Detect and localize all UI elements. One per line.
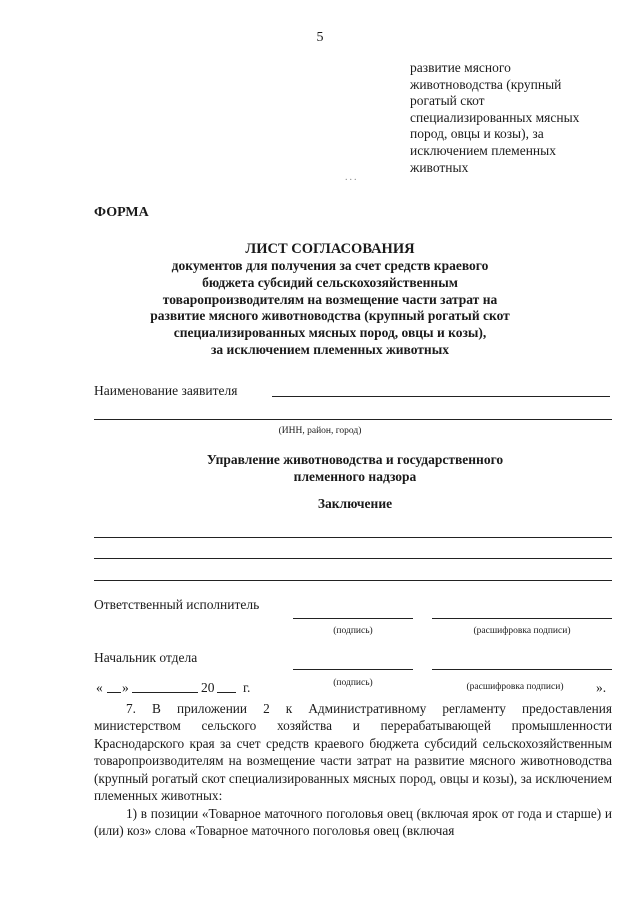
date-year-suffix: г. bbox=[243, 680, 251, 695]
closing-quote: ». bbox=[596, 680, 607, 695]
date-day-line[interactable] bbox=[107, 692, 121, 693]
conclusion-line[interactable] bbox=[94, 558, 612, 559]
annex-reference bbox=[410, 60, 620, 176]
paragraph-7-item-1: 1) в позиции «Товарное маточного поголовья овец (включая ярок от года и старше) и (или) коз» слова «Товарное маточного поголовья овец (включая bbox=[94, 806, 612, 839]
applicant-label: Наименование заявителя bbox=[94, 383, 238, 398]
applicant-second-line[interactable] bbox=[94, 419, 612, 420]
conclusion-line[interactable] bbox=[94, 580, 612, 581]
conclusion-line[interactable] bbox=[94, 537, 612, 538]
title-line: развитие мясного животноводства (крупный рогатый скот bbox=[150, 308, 510, 324]
page-number: 5 bbox=[316, 30, 324, 45]
annex-line: пород, овцы и козы), за bbox=[410, 126, 544, 142]
form-label: ФОРМА bbox=[94, 205, 149, 220]
annex-line: исключением племенных bbox=[410, 142, 556, 158]
head-decode-line[interactable] bbox=[432, 669, 612, 670]
approval-sheet-title bbox=[100, 240, 560, 359]
department-name bbox=[150, 451, 560, 485]
title-line: бюджета субсидий сельскохозяйственным bbox=[202, 274, 458, 290]
head-signature-line[interactable] bbox=[293, 669, 413, 670]
head-decode-caption: (расшифровка подписи) bbox=[466, 682, 564, 692]
department-line: Управление животноводства и государственного bbox=[206, 452, 504, 467]
annex-line: специализированных мясных bbox=[410, 109, 580, 125]
inn-caption: (ИНН, район, город) bbox=[278, 426, 362, 436]
applicant-name-line[interactable] bbox=[272, 396, 610, 397]
date-month-line[interactable] bbox=[132, 692, 198, 693]
title-line: за исключением племенных животных bbox=[211, 341, 449, 357]
signature-caption: (подпись) bbox=[333, 626, 373, 636]
date-year-prefix: 20 bbox=[201, 680, 215, 695]
responsible-signature-line[interactable] bbox=[293, 618, 413, 619]
conclusion-heading: Заключение bbox=[317, 496, 393, 511]
title-main: ЛИСТ СОГЛАСОВАНИЯ bbox=[245, 241, 415, 257]
annex-line: рогатый скот bbox=[410, 93, 485, 109]
paragraph-7: 7. В приложении 2 к Административному регламенту предоставления министерством сельского хозяйства и перерабатывающей промышленности Краснодарского края за счет средств краевого бюджета субсидий сельскохозяйственным товаропроизводителям на возмещение части затрат на развитие мясного животноводства (крупный рогатый скот специализированных мясных пород, овцы и козы), за исключением племенных животных: bbox=[94, 701, 612, 804]
annex-line: развитие мясного bbox=[410, 60, 511, 75]
decode-caption: (расшифровка подписи) bbox=[473, 626, 571, 636]
date-close-quote: » bbox=[122, 680, 129, 695]
date-open-quote: « bbox=[96, 680, 103, 695]
date-year-line[interactable] bbox=[217, 692, 236, 693]
responsible-label: Ответственный исполнитель bbox=[94, 597, 260, 612]
title-line: документов для получения за счет средств краевого bbox=[171, 258, 489, 273]
title-line: товаропроизводителям на возмещение части затрат на bbox=[162, 291, 498, 307]
title-line: специализированных мясных пород, овцы и козы), bbox=[173, 325, 487, 341]
department-line: племенного надзора bbox=[293, 469, 417, 484]
scan-dots: ... bbox=[345, 172, 359, 183]
annex-line: животных bbox=[410, 159, 469, 175]
head-label: Начальник отдела bbox=[94, 650, 198, 665]
responsible-decode-line[interactable] bbox=[432, 618, 612, 619]
head-signature-caption: (подпись) bbox=[333, 678, 373, 688]
annex-line: животноводства (крупный bbox=[410, 76, 562, 92]
